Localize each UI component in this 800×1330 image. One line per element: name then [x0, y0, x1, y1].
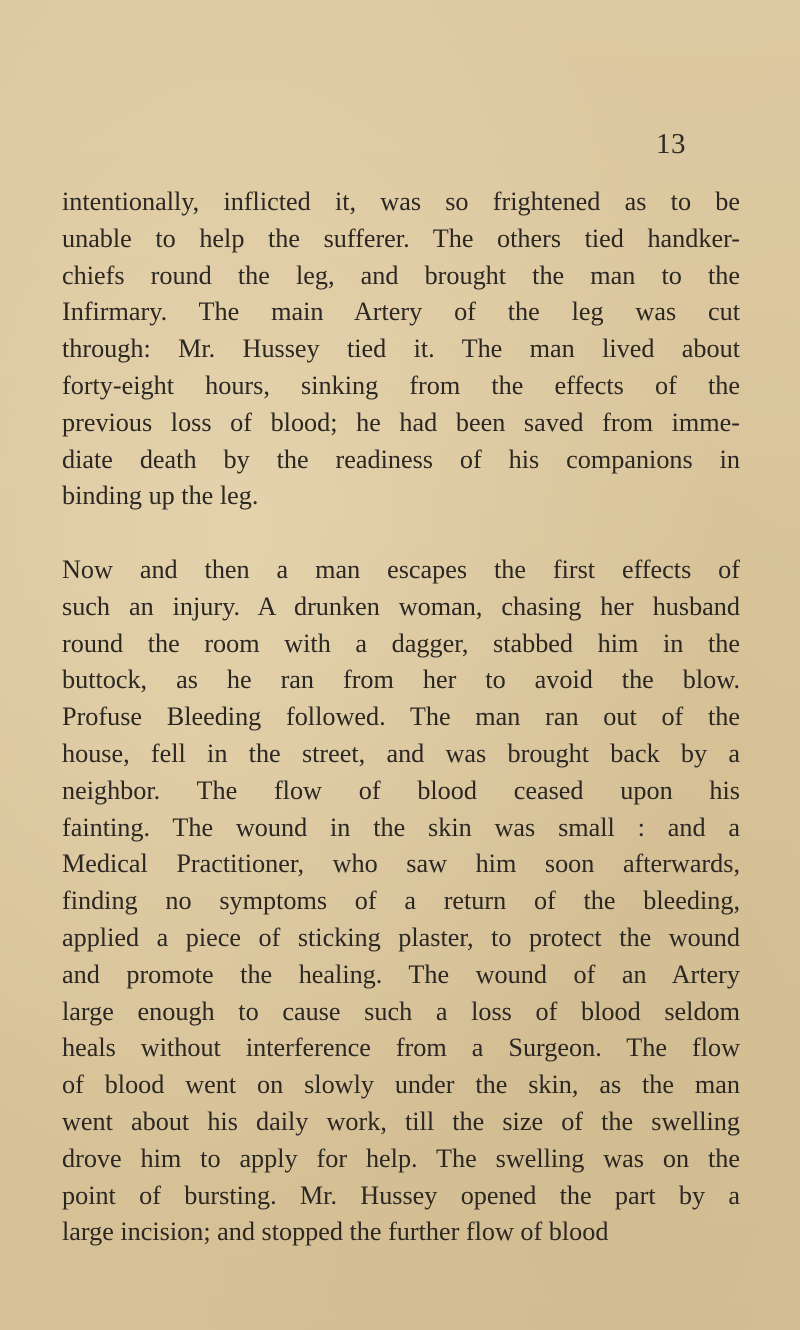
text-line: unable to help the sufferer. The others tied handker-: [62, 223, 740, 253]
text-line: heals without interference from a Surgeon. The flow: [62, 1033, 740, 1063]
text-line: point of bursting. Mr. Hussey opened the part by a: [62, 1180, 740, 1210]
text-line: diate death by the readiness of his companions in: [62, 444, 740, 474]
text-line: large incision; and stopped the further flow of blood: [62, 1217, 609, 1247]
text-line: and promote the healing. The wound of an Artery: [62, 959, 740, 989]
text-line: binding up the leg.: [62, 481, 259, 511]
text-line: Infirmary. The main Artery of the leg was cut: [62, 297, 740, 327]
text-line: previous loss of blood; he had been saved from imme-: [62, 407, 740, 437]
text-line: through: Mr. Hussey tied it. The man lived about: [62, 334, 740, 364]
text-line: went about his daily work, till the size of the swelling: [62, 1106, 740, 1136]
text-line: neighbor. The flow of blood ceased upon his: [62, 775, 740, 805]
text-line: Profuse Bleeding followed. The man ran out of the: [62, 702, 740, 732]
paragraph-1: [62, 184, 740, 515]
text-line: large enough to cause such a loss of blood seldom: [62, 996, 740, 1026]
text-line: drove him to apply for help. The swelling was on the: [62, 1143, 740, 1173]
text-line: house, fell in the street, and was brought back by a: [62, 738, 740, 768]
text-line: Medical Practitioner, who saw him soon afterwards,: [62, 849, 740, 879]
text-line: forty-eight hours, sinking from the effects of the: [62, 370, 740, 400]
paragraph-2: [62, 552, 740, 1251]
text-line: intentionally, inflicted it, was so frightened as to be: [62, 187, 740, 216]
text-line: of blood went on slowly under the skin, as the man: [62, 1070, 740, 1100]
text-line: buttock, as he ran from her to avoid the blow.: [62, 665, 740, 695]
text-line: chiefs round the leg, and brought the man to the: [62, 260, 740, 290]
text-line: Now and then a man escapes the first effects of: [62, 555, 740, 584]
text-line: round the room with a dagger, stabbed him in the: [62, 628, 740, 658]
text-line: fainting. The wound in the skin was small : and a: [62, 812, 740, 842]
text-line: finding no symptoms of a return of the bleeding,: [62, 886, 740, 916]
text-line: such an injury. A drunken woman, chasing her husband: [62, 591, 740, 621]
page-number: 13: [656, 128, 686, 160]
text-line: applied a piece of sticking plaster, to protect the wound: [62, 922, 740, 952]
